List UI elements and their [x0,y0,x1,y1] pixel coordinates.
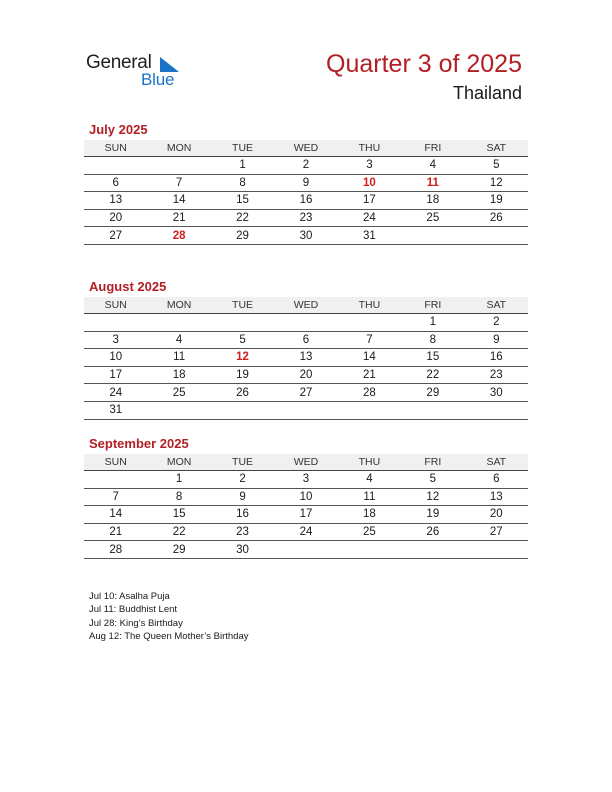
day-cell: 3 [338,157,401,175]
day-cell: 8 [147,488,210,506]
day-cell: 7 [84,488,147,506]
day-cell: 17 [84,366,147,384]
weekday-header: MON [147,297,210,314]
day-cell: 29 [211,227,274,245]
day-cell: 3 [84,331,147,349]
day-cell: 15 [401,349,464,367]
day-cell: 21 [84,523,147,541]
empty-day-cell [84,471,147,489]
day-cell: 2 [274,157,337,175]
day-cell: 20 [465,506,528,524]
day-cell: 10 [274,488,337,506]
day-cell: 10 [84,349,147,367]
day-cell: 11 [147,349,210,367]
weekday-header: SUN [84,454,147,471]
weekday-header: THU [338,454,401,471]
day-cell: 12 [401,488,464,506]
weekday-header: THU [338,297,401,314]
weekday-header: FRI [401,140,464,157]
day-cell: 3 [274,471,337,489]
day-cell: 30 [465,384,528,402]
day-cell: 19 [465,192,528,210]
day-cell: 18 [338,506,401,524]
weekday-header: SUN [84,140,147,157]
day-cell: 27 [274,384,337,402]
day-cell: 1 [211,157,274,175]
day-cell: 23 [274,209,337,227]
day-cell: 28 [84,541,147,559]
empty-day-cell [147,314,210,332]
day-cell: 1 [401,314,464,332]
holiday-notes [89,590,249,643]
empty-day-cell [401,401,464,419]
calendar-grid [84,297,528,420]
empty-day-cell [211,401,274,419]
empty-day-cell [147,401,210,419]
empty-day-cell [84,157,147,175]
empty-day-cell [274,314,337,332]
day-cell: 23 [211,523,274,541]
weekday-header: TUE [211,140,274,157]
day-cell: 22 [147,523,210,541]
logo-word-blue: Blue [141,70,175,89]
day-cell: 22 [211,209,274,227]
page-title: Quarter 3 of 2025 [326,50,522,78]
month-title: September 2025 [89,436,189,451]
week-row [84,314,528,332]
week-row [84,209,528,227]
day-cell: 13 [84,192,147,210]
day-cell: 2 [465,314,528,332]
month-august [84,279,528,420]
empty-day-cell [338,314,401,332]
day-cell: 24 [274,523,337,541]
week-row [84,366,528,384]
day-cell: 4 [338,471,401,489]
day-cell: 28 [147,227,210,245]
day-cell: 5 [465,157,528,175]
week-row [84,401,528,419]
empty-day-cell [338,541,401,559]
weekday-header: FRI [401,454,464,471]
day-cell: 5 [211,331,274,349]
day-cell: 29 [147,541,210,559]
week-row [84,192,528,210]
weekday-header: MON [147,454,210,471]
weekday-header: WED [274,297,337,314]
day-cell: 4 [147,331,210,349]
day-cell: 13 [465,488,528,506]
day-cell: 22 [401,366,464,384]
day-cell: 10 [338,174,401,192]
day-cell: 11 [401,174,464,192]
holiday-note: Aug 12: The Queen Mother’s Birthday [89,630,249,642]
day-cell: 5 [401,471,464,489]
generalblue-logo [86,52,186,88]
week-row [84,349,528,367]
empty-day-cell [338,401,401,419]
holiday-note: Jul 10: Asalha Puja [89,591,170,602]
day-cell: 27 [465,523,528,541]
day-cell: 16 [274,192,337,210]
day-cell: 14 [84,506,147,524]
day-cell: 11 [338,488,401,506]
empty-day-cell [465,541,528,559]
day-cell: 15 [147,506,210,524]
week-row [84,488,528,506]
day-cell: 18 [401,192,464,210]
week-row [84,384,528,402]
day-cell: 19 [401,506,464,524]
month-july [84,122,528,245]
calendar-grid [84,454,528,559]
weekday-header: FRI [401,297,464,314]
day-cell: 9 [465,331,528,349]
week-row [84,174,528,192]
day-cell: 1 [147,471,210,489]
day-cell: 25 [147,384,210,402]
weekday-header: WED [274,454,337,471]
day-cell: 8 [211,174,274,192]
day-cell: 25 [338,523,401,541]
day-cell: 7 [147,174,210,192]
week-row [84,541,528,559]
empty-day-cell [274,401,337,419]
month-title: July 2025 [89,122,148,137]
day-cell: 13 [274,349,337,367]
country-name: Thailand [452,83,522,103]
day-cell: 6 [465,471,528,489]
logo-word-general: General [86,52,152,73]
day-cell: 28 [338,384,401,402]
day-cell: 29 [401,384,464,402]
day-cell: 25 [401,209,464,227]
weekday-header: SAT [465,454,528,471]
day-cell: 14 [338,349,401,367]
day-cell: 9 [274,174,337,192]
month-september [84,436,528,559]
day-cell: 20 [274,366,337,384]
calendar-grid [84,140,528,245]
day-cell: 17 [338,192,401,210]
weekday-header: TUE [211,454,274,471]
day-cell: 7 [338,331,401,349]
empty-day-cell [84,314,147,332]
empty-day-cell [401,541,464,559]
weekday-header: SAT [465,297,528,314]
day-cell: 23 [465,366,528,384]
weekday-header: SUN [84,297,147,314]
day-cell: 31 [84,401,147,419]
day-cell: 30 [274,227,337,245]
day-cell: 21 [147,209,210,227]
week-row [84,523,528,541]
empty-day-cell [465,227,528,245]
weekday-header: TUE [211,297,274,314]
weekday-header: MON [147,140,210,157]
weekday-header: WED [274,140,337,157]
weekday-header: THU [338,140,401,157]
day-cell: 30 [211,541,274,559]
day-cell: 15 [211,192,274,210]
day-cell: 26 [211,384,274,402]
day-cell: 6 [274,331,337,349]
day-cell: 14 [147,192,210,210]
day-cell: 24 [338,209,401,227]
empty-day-cell [274,541,337,559]
empty-day-cell [211,314,274,332]
day-cell: 12 [465,174,528,192]
month-title: August 2025 [89,279,167,294]
day-cell: 16 [211,506,274,524]
day-cell: 26 [401,523,464,541]
holiday-note: Jul 28: King’s Birthday [89,617,183,629]
day-cell: 19 [211,366,274,384]
day-cell: 31 [338,227,401,245]
holiday-note: Jul 11: Buddhist Lent [89,604,178,616]
week-row [84,471,528,489]
week-row [84,227,528,245]
day-cell: 16 [465,349,528,367]
day-cell: 8 [401,331,464,349]
day-cell: 21 [338,366,401,384]
day-cell: 6 [84,174,147,192]
day-cell: 27 [84,227,147,245]
day-cell: 20 [84,209,147,227]
day-cell: 18 [147,366,210,384]
day-cell: 4 [401,157,464,175]
day-cell: 9 [211,488,274,506]
week-row [84,331,528,349]
day-cell: 2 [211,471,274,489]
empty-day-cell [401,227,464,245]
week-row [84,506,528,524]
empty-day-cell [465,401,528,419]
day-cell: 12 [211,349,274,367]
empty-day-cell [147,157,210,175]
day-cell: 26 [465,209,528,227]
weekday-header: SAT [465,140,528,157]
week-row [84,157,528,175]
day-cell: 17 [274,506,337,524]
day-cell: 24 [84,384,147,402]
